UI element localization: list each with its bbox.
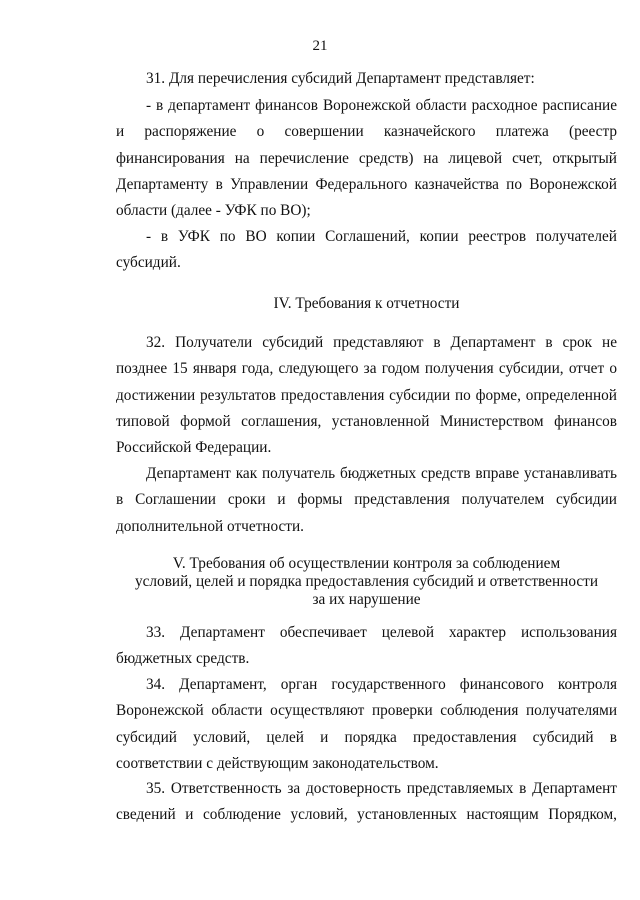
paragraph-31-intro: 31. Для перечисления субсидий Департамент представляет: [146, 70, 535, 87]
paragraph-33: 33. Департамент обеспечивает целевой характер использования бюджетных средств. [116, 624, 617, 668]
paragraph-34: 34. Департамент, орган государственного финансового контроля Воронежской области осуществляют проверки соблюдения получателями субсидий условий, целей и порядка предоставления субсидий в соответствии с действующим законодательством. [116, 676, 617, 772]
paragraph-35: 35. Ответственность за достоверность представляемых в Департамент сведений и соблюдение условий, установленных настоящим Порядком, [116, 780, 617, 824]
page-number: 21 [312, 38, 328, 54]
section-heading-v-line-1: V. Требования об осуществлении контроля за соблюдением [172, 555, 561, 572]
section-heading-iv: IV. Требования к отчетности [273, 295, 460, 312]
section-heading-v-line-3: за их нарушение [312, 591, 421, 608]
paragraph-31-item-2: - в УФК по ВО копии Соглашений, копии реестров получателей субсидий. [116, 228, 617, 272]
paragraph-32-continuation: Департамент как получатель бюджетных средств вправе устанавливать в Соглашении сроки и формы представления получателем субсидии дополнительной отчетности. [116, 465, 617, 535]
paragraph-32: 32. Получатели субсидий представляют в Департамент в срок не позднее 15 января года, следующего за годом получения субсидии, отчет о достижении результатов предоставления субсидии по форме, определенной типовой формой соглашения, установленной Министерством финансов Российской Федерации. [116, 334, 617, 457]
section-heading-v [116, 555, 617, 609]
paragraph-31-item-1: - в департамент финансов Воронежской области расходное расписание и распоряжение о совершении казначейского платежа (реестр финансирования на перечисление средств) на лицевой счет, открытый Департаменту в Управлении Федерального казначейства по Воронежской области (далее - УФК по ВО); [116, 97, 617, 220]
section-heading-v-line-2: условий, целей и порядка предоставления субсидий и ответственности [134, 573, 599, 590]
